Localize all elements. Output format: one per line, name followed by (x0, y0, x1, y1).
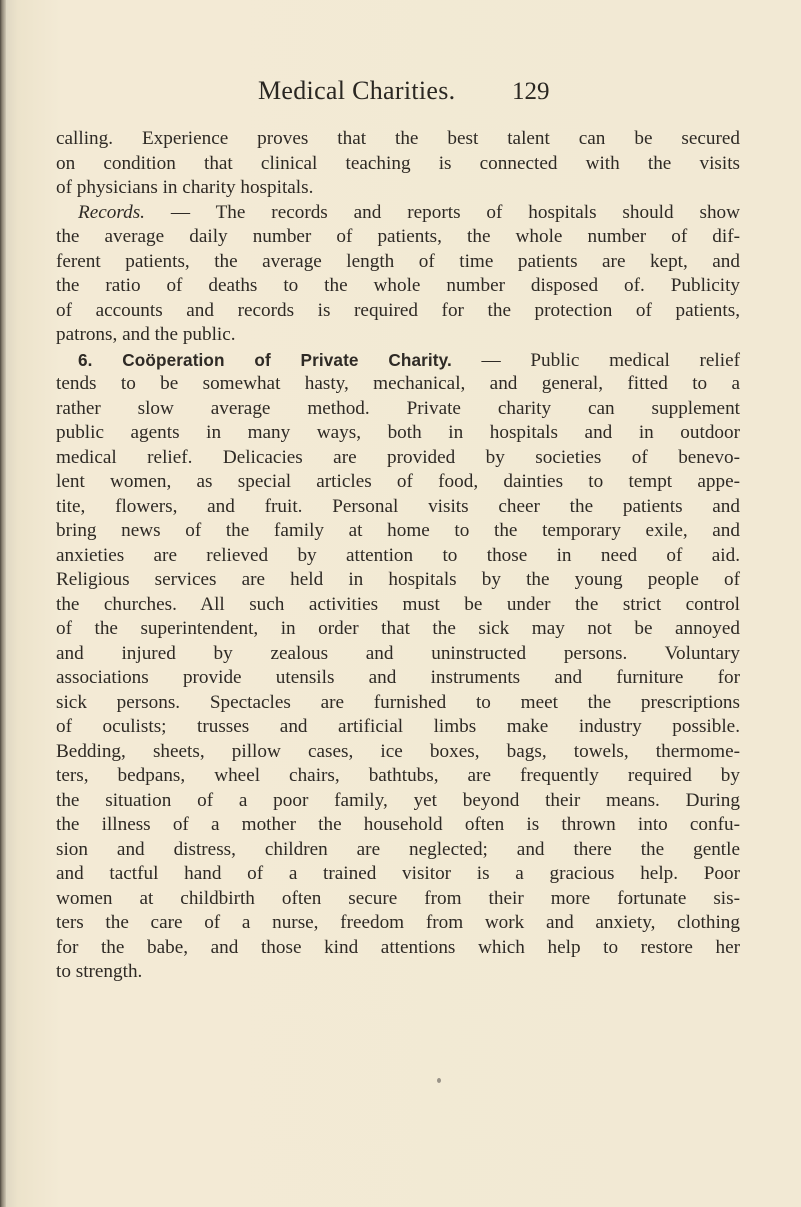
records-heading: Records. (78, 201, 145, 223)
text-line: sick persons. Spectacles are furnished to meet the prescriptions (56, 691, 740, 713)
text-line: and tactful hand of a trained visitor is a gracious help. Poor (56, 863, 740, 884)
text-line: the average daily number of patients, the whole number of dif- (56, 226, 740, 247)
text-line: patrons, and the public. (56, 324, 236, 345)
text-line: of accounts and records is required for the protection of patients, (56, 299, 740, 321)
text-line: calling. Experience proves that the best talent can be secured (56, 128, 740, 149)
text-line: bring news of the family at home to the temporary exile, and (56, 520, 740, 541)
text-line: ters, bedpans, wheel chairs, bathtubs, are frequently required by (56, 765, 740, 786)
running-head (0, 76, 801, 112)
text-line: lent women, as special articles of food, dainties to tempt appe- (56, 471, 740, 492)
text-line: the churches. All such activities must be under the strict control (56, 593, 740, 615)
text-line: ters the care of a nurse, freedom from work and anxiety, clothing (56, 912, 740, 933)
text-line: and injured by zealous and uninstructed persons. Voluntary (56, 642, 740, 664)
text-line: ferent patients, the average length of time patients are kept, and (56, 250, 740, 272)
text-line: of the superintendent, in order that the sick may not be annoyed (56, 618, 740, 639)
text-line: the illness of a mother the household often is thrown into confu- (56, 814, 740, 835)
text-line: tite, flowers, and fruit. Personal visits cheer the patients and (56, 495, 740, 517)
text-line: public agents in many ways, both in hospitals and in outdoor (56, 422, 740, 443)
cooperation-first-line (56, 348, 740, 373)
text-line: on condition that clinical teaching is connected with the visits (56, 152, 740, 174)
binding-edge (0, 0, 6, 1207)
chapter-title: Medical Charities. (258, 76, 456, 105)
cooperation-first-line-text: — Public medical relief (451, 349, 740, 371)
text-line: associations provide utensils and instruments and furniture for (56, 667, 740, 688)
text-line: to strength. (56, 961, 143, 982)
text-line: the situation of a poor family, yet beyond their means. During (56, 789, 740, 811)
text-line: rather slow average method. Private charity can supplement (56, 397, 740, 419)
text-line: Religious services are held in hospitals by the young people of (56, 569, 740, 590)
cooperation-heading: 6. Coöperation of Private Charity. (78, 349, 452, 370)
text-line: for the babe, and those kind attentions which help to restore her (56, 936, 740, 958)
text-line: women at childbirth often secure from their more fortunate sis- (56, 887, 740, 909)
text-line: of oculists; trusses and artificial limbs make industry possible. (56, 716, 740, 737)
text-line: anxieties are relieved by attention to those in need of aid. (56, 544, 740, 566)
text-line: tends to be somewhat hasty, mechanical, and general, fitted to a (56, 373, 740, 394)
page-number: 129 (512, 78, 550, 105)
printer-mark (437, 1078, 441, 1083)
text-line: Bedding, sheets, pillow cases, ice boxes, bags, towels, thermome- (56, 740, 740, 762)
records-first-line (56, 201, 740, 226)
records-first-line-text: — The records and reports of hospitals should show (144, 201, 740, 223)
body-text (56, 127, 740, 985)
text-line: of physicians in charity hospitals. (56, 177, 314, 198)
text-line: medical relief. Delicacies are provided by societies of benevo- (56, 446, 740, 468)
text-line: the ratio of deaths to the whole number disposed of. Publicity (56, 275, 740, 296)
text-line: sion and distress, children are neglected; and there the gentle (56, 838, 740, 860)
